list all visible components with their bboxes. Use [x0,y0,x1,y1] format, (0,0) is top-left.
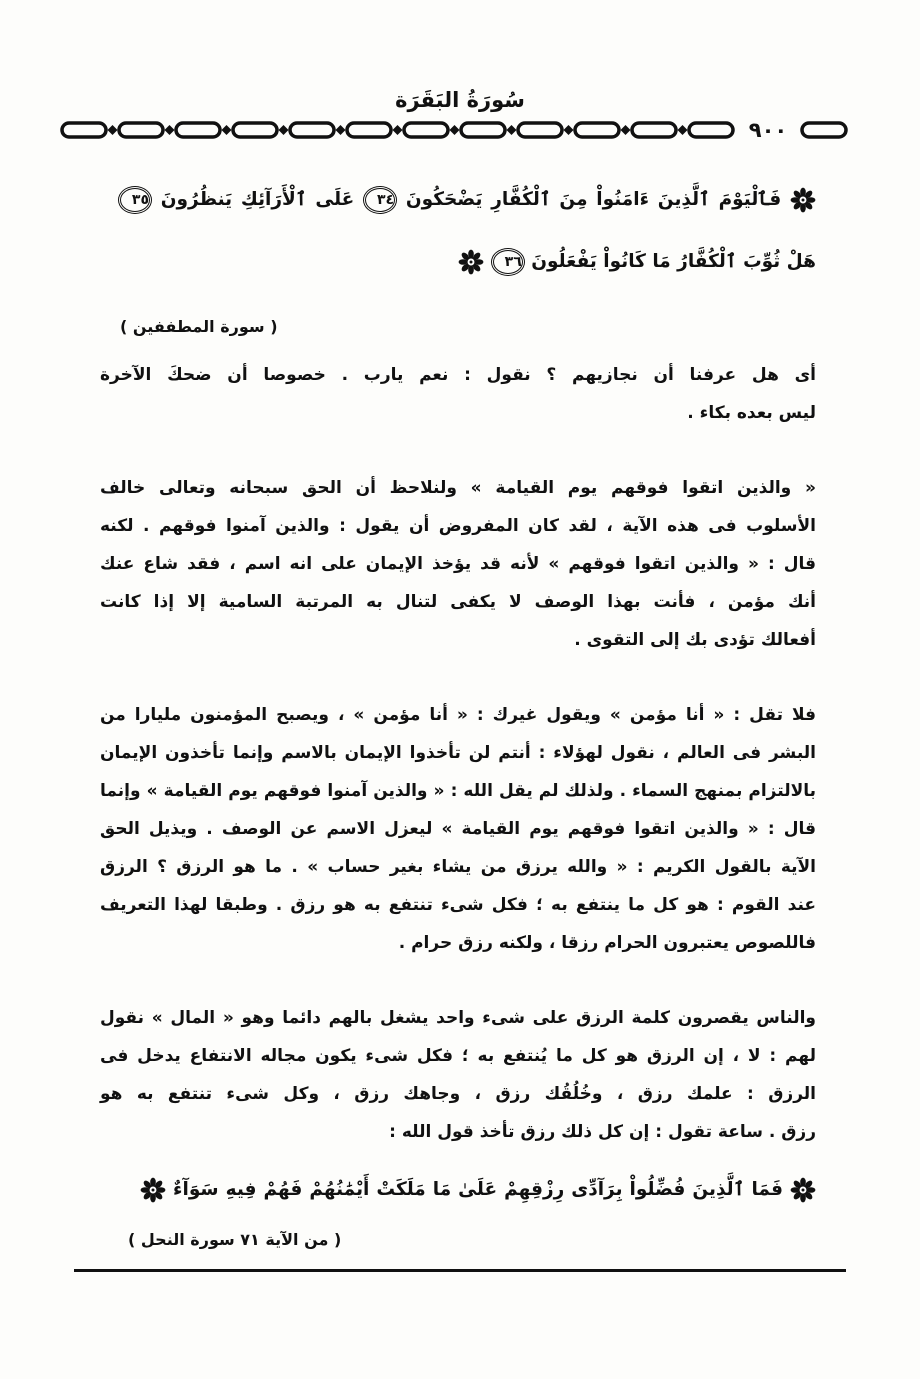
text-line: لهم : لا ، إن الرزق هو كل ما يُنتفع به ؛ فكل شىء يكون مجاله الانتفاع يدخل فى [100,1046,816,1066]
text-line: البشر فى العالم ، نقول لهؤلاء : أنتم لن تأخذوا الإيمان بالاسم وإنما تأخذون الإيمان [100,743,816,763]
border-oval [176,123,220,137]
border-diamond [279,125,289,135]
border-diamond [450,125,460,135]
text-line: عند القوم : هو كل ما ينتفع به ؛ فكل شىء تنتفع به هو رزق . وطبقا لهذا التعريف [100,895,816,915]
commentary-paragraph [100,696,816,962]
verse-source-citation: ( من الآية ٧١ سورة النحل ) [128,1230,342,1249]
surah-title: سُورَةُ البَقَرَة [395,88,525,112]
footer-rule [74,1269,846,1272]
ayah-number-badge: ٣٦ [491,248,525,276]
ayah-number-badge: ٣٤ [363,186,397,214]
border-oval [632,123,676,137]
border-diamond [222,125,232,135]
text-line: أى هل عرفنا أن نجازيهم ؟ نقول : نعم يارب . خصوصا أن ضحكَ الآخرة [100,365,816,385]
verse-open-ornament-icon [790,187,816,213]
quran-verse-line [118,177,816,223]
border-diamond [108,125,118,135]
text-line: فاللصوص يعتبرون الحرام رزقا ، ولكنه رزق حرام . [398,933,816,953]
border-oval [461,123,505,137]
text-line: ليس بعده بكاء . [687,403,816,423]
text-line: بالالتزام بمنهج السماء . ولذلك لم يقل الله : « والذين آمنوا فوقهم يوم القيامة » وإنما [100,781,816,801]
text-line: الأسلوب فى هذه الآية ، لقد كان المفروض أن يقول : والذين آمنوا فوقهم . لكنه [100,516,816,536]
border-oval [689,123,733,137]
border-oval [518,123,562,137]
border-oval [233,123,277,137]
text-line: أنك مؤمن ، فأنت بهذا الوصف لا يكفى لتنال به المرتبة السامية إلا إذا كانت [100,592,816,612]
page-number: ٩٠٠ [748,118,788,142]
text-line: أفعالك تؤدى بك إلى التقوى . [574,630,816,650]
border-diamond [678,125,688,135]
border-oval [575,123,619,137]
border-diamond [165,125,175,135]
border-oval [62,123,106,137]
border-oval [347,123,391,137]
quran-verse-line [140,1167,816,1213]
verse-source-citation: ( سورة المطففين ) [120,317,278,336]
border-oval [404,123,448,137]
text-line: « والذين اتقوا فوقهم يوم القيامة » ولنلاحظ أن الحق سبحانه وتعالى خالف [100,478,816,498]
text-line: قال : « والذين اتقوا فوقهم يوم القيامة » ليعزل الاسم عن الوصف . ويذيل الحق [100,819,816,839]
ayah-number-badge: ٣٥ [118,186,152,214]
verse-text: فَمَا ٱلَّذِينَ فُضِّلُواْ بِرَآدِّى رِزْقِهِمْ عَلَىٰ مَا مَلَكَتْ أَيْمَٰنُهُمْ فَهُمْ فِيهِ سَوَآءٌ [173,1179,783,1200]
verse-open-ornament-icon [790,1177,816,1203]
text-line: الرزق : علمك رزق ، وخُلُقُك رزق ، وجاهك رزق ، وكل شىء تنتفع به هو [100,1084,816,1104]
quran-verse-line [118,239,816,285]
verse-close-ornament-icon [458,249,484,275]
border-diamond [336,125,346,135]
commentary-paragraph [100,469,816,659]
text-line: والناس يقصرون كلمة الرزق على شىء واحد يشغل بالهم دائما وهو « المال » نقول [100,1008,816,1028]
border-oval [290,123,334,137]
border-diamond [393,125,403,135]
verse-text: فَٱلْيَوْمَ ٱلَّذِينَ ءَامَنُواْ مِنَ ٱلْكُفَّارِ يَضْحَكُونَ [405,189,782,210]
border-diamond [507,125,517,135]
commentary-paragraph [100,356,816,432]
border-oval [802,123,846,137]
verse-text: عَلَى ٱلْأَرَآئِكِ يَنظُرُونَ [160,189,355,210]
text-line: قال : « والذين اتقوا فوقهم » لأنه قد يؤخذ الإيمان على انه اسم ، فقد شاع عنك [100,554,816,574]
border-oval [119,123,163,137]
verse-text: هَلْ ثُوِّبَ ٱلْكُفَّارُ مَا كَانُواْ يَفْعَلُونَ [531,251,816,272]
text-line: فلا تقل : « أنا مؤمن » ويقول غيرك : « أنا مؤمن » ، ويصبح المؤمنون مليارا من [100,705,816,725]
text-line: رزق . ساعة تقول : إن كل ذلك رزق تأخذ قول الله : [389,1122,816,1142]
verse-close-ornament-icon [140,1177,166,1203]
commentary-paragraph [100,999,816,1151]
border-diamond [564,125,574,135]
border-diamond [621,125,631,135]
text-line: الآية بالقول الكريم : « والله يرزق من يشاء بغير حساب » . ما هو الرزق ؟ الرزق [100,857,816,877]
